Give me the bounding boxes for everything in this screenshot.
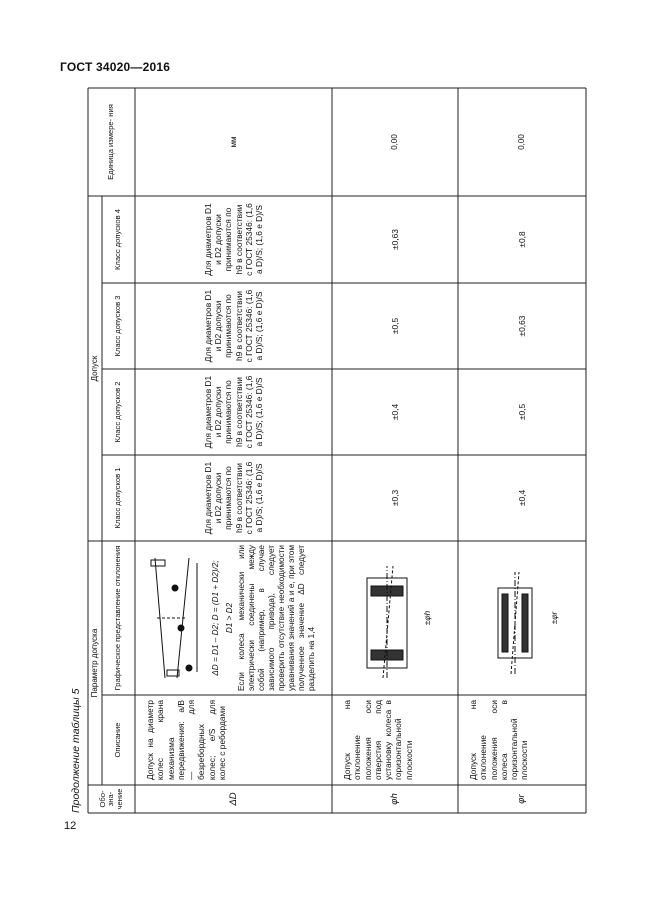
row-description: Допуск на отклонение положения оси отверстия под установку колеса в горизонтальной плоскости <box>342 700 414 780</box>
formula-delta-d: ΔD = D1 – D2; D = (D1 + D2)/2; <box>211 560 220 676</box>
wheel-axis-diagram <box>484 558 550 678</box>
row-graphic <box>135 541 332 695</box>
row-unit: мм <box>228 136 238 148</box>
wheel-diameter-diagram <box>137 548 207 688</box>
class2-header: Класс допусков 2 <box>113 381 123 443</box>
row-class1: ±0,3 <box>389 489 400 507</box>
row-description: Допуск на диаметр колес крана механизма передвижения: а/В — для безребордных колес; е/S для колес с ребордами <box>145 700 227 780</box>
row-class3: ±0,5 <box>389 317 400 335</box>
graphic-note: Если колеса механически или электрически соединены между собой (например, в случае зависимого привода), следует проверить отсутствие необходимости уравнивания значений a и e, при этом полученное значение ΔD следует разделить на 1,4 <box>237 545 316 691</box>
row-class4: ±0,63 <box>389 229 400 250</box>
row-class4: ±0,8 <box>516 231 527 248</box>
row-class2: ±0,5 <box>516 403 527 421</box>
row-class2: ±0,4 <box>389 403 400 421</box>
page-number: 12 <box>64 820 77 832</box>
page-header: ГОСТ 34020—2016 <box>60 60 171 74</box>
row-graphic <box>332 541 458 695</box>
unit-header: Единица измере- ния <box>106 104 116 180</box>
symbol-header: Обо- зна- чение <box>97 788 124 810</box>
diagram-angle-label: ±φh <box>423 610 432 626</box>
description-header: Описание <box>113 722 123 758</box>
row-class1: Для диаметров D1 и D2 допуски принимаются по h9 в соответствии с ГОСТ 25346: (1,6 a D)/S; (1,6 e D)/S <box>203 461 264 535</box>
formula-d1-d2: D1 > D2 <box>225 602 234 634</box>
row-class2: Для диаметров D1 и D2 допуски принимаются по h9 в соответствии с ГОСТ 25346: (1,6 a D)/S; (1,6 e D)/S <box>203 375 264 449</box>
row-symbol: φr <box>516 794 528 804</box>
parameter-group-header: Параметр допуска <box>90 628 100 698</box>
rotated-table-block <box>70 88 586 813</box>
class3-header: Класс допусков 3 <box>113 295 123 357</box>
hole-axis-diagram <box>357 558 423 678</box>
diagram-angle-label: ±φr <box>550 611 559 625</box>
class1-header: Класс допусков 1 <box>113 467 123 529</box>
class4-header: Класс допусков 4 <box>113 208 123 271</box>
row-unit: 0,00 <box>517 134 527 150</box>
row-class4: Для диаметров D1 и D2 допуски принимаются по h9 в соответствии с ГОСТ 25346: (1,6 a D)/S; (1,6 e D)/S <box>203 203 264 276</box>
row-description: Допуск на отклонение положения оси колеса в горизонтальной плоскости <box>468 700 530 780</box>
table-caption: Продолжение таблицы 5 <box>70 688 82 813</box>
tolerance-group-header: Допуск <box>90 355 100 382</box>
row-class1: ±0,4 <box>516 489 527 507</box>
row-symbol: ΔD <box>227 792 239 806</box>
row-symbol: φh <box>389 793 401 805</box>
row-class3: ±0,63 <box>516 315 527 337</box>
row-unit: 0,00 <box>390 134 400 150</box>
row-graphic <box>458 541 586 695</box>
row-class3: Для диаметров D1 и D2 допуски принимаются по h9 в соответствии с ГОСТ 25346: (1,6 a D)/S; (1,6 e D)/S <box>203 289 264 363</box>
graphic-header: Графическое представление отклонения <box>113 545 123 691</box>
